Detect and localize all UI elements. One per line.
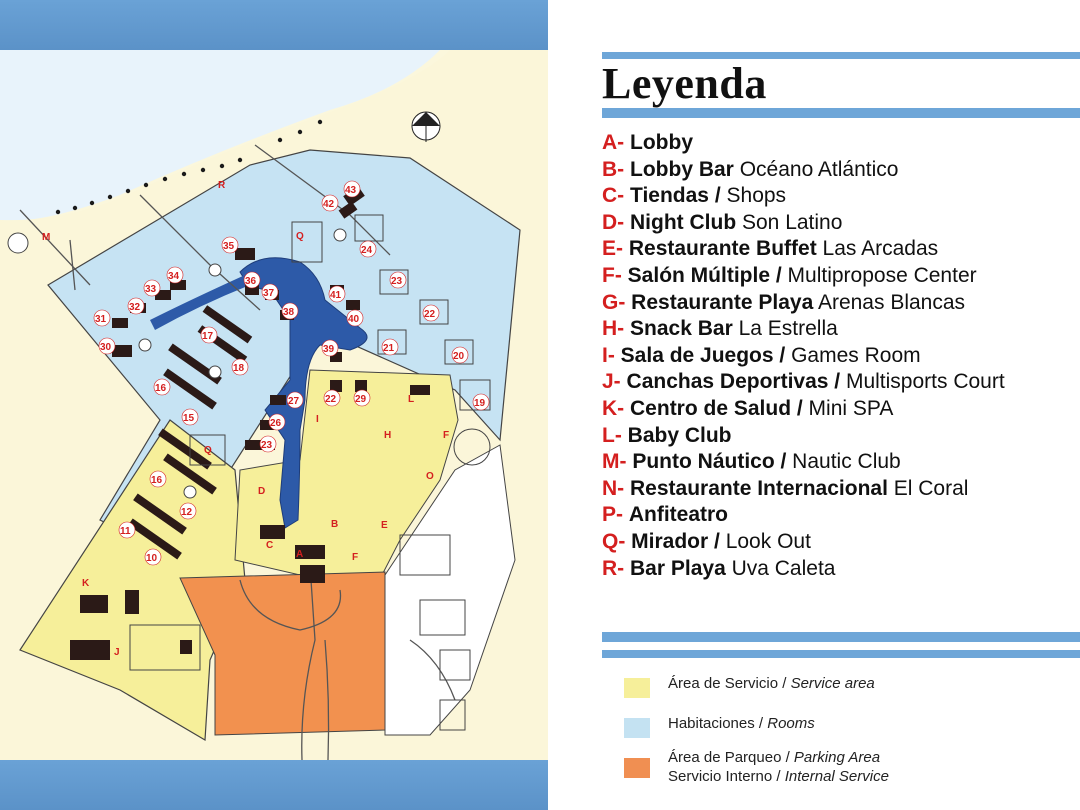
- map-label-k: K: [82, 578, 90, 589]
- legend-item-detail: La Estrella: [732, 317, 838, 341]
- legend-item-detail: Nautic Club: [786, 450, 901, 474]
- legend-item-letter: G-: [602, 290, 626, 314]
- legend-item: [602, 130, 1080, 157]
- legend-item-detail: Multisports Court: [840, 370, 1005, 394]
- legend-item-detail: Mini SPA: [802, 396, 894, 420]
- map-label-f: F: [352, 552, 359, 563]
- room-label-34: 34: [168, 271, 180, 282]
- legend-item-name: Night Club: [630, 210, 737, 234]
- legend-item: [602, 369, 1080, 396]
- legend-item-name: Mirador /: [631, 529, 720, 553]
- bottom-band: [0, 760, 548, 810]
- legend-item-letter: H-: [602, 317, 625, 341]
- legend-item-name: Canchas Deportivas /: [626, 370, 841, 394]
- legend-item: [602, 316, 1080, 343]
- room-label-20: 20: [453, 351, 465, 362]
- legend-item-name: Restaurante Buffet: [628, 237, 817, 261]
- legend-item-letter: K-: [602, 396, 625, 420]
- legend-item-letter: R-: [602, 556, 625, 580]
- legend-item-letter: A-: [602, 131, 625, 154]
- room-label-10: 10: [146, 553, 158, 564]
- key-rooms-text: Habitaciones / Rooms: [668, 715, 815, 732]
- legend-item: [602, 263, 1080, 290]
- legend-item-detail: Uva Caleta: [725, 556, 836, 580]
- map-label-c: C: [266, 540, 274, 551]
- legend-item-detail: Multipropose Center: [781, 263, 977, 287]
- legend-item-letter: I-: [602, 343, 615, 367]
- legend-item: [602, 449, 1080, 476]
- room-label-38: 38: [283, 307, 295, 318]
- map-label-q: Q: [296, 231, 304, 242]
- room-label-41: 41: [330, 290, 342, 301]
- map-label-d: D: [258, 486, 266, 497]
- swatch-rooms: [624, 718, 650, 738]
- room-label-16: 16: [155, 383, 167, 394]
- map-label-e: E: [381, 520, 388, 531]
- room-label-42: 42: [323, 199, 335, 210]
- top-band: [0, 0, 548, 50]
- legend-panel: [548, 0, 1080, 810]
- legend-item: [602, 556, 1080, 583]
- map-label-f-2: F: [443, 430, 450, 441]
- room-label-15: 15: [183, 413, 195, 424]
- map-label-j: J: [114, 647, 120, 658]
- room-label-40: 40: [348, 314, 360, 325]
- legend-item-detail: Games Room: [785, 343, 921, 367]
- legend-item-name: Restaurante Internacional: [630, 476, 888, 500]
- room-label-11: 11: [120, 526, 131, 537]
- legend-item-name: Bar Playa: [630, 556, 726, 580]
- map-label-a: A: [296, 549, 304, 560]
- legend-item: [602, 157, 1080, 184]
- legend-item-name: Sala de Juegos /: [620, 343, 786, 367]
- key-service-text: Área de Servicio / Service area: [668, 675, 875, 692]
- map-label-l: L: [408, 394, 415, 405]
- map-label-i: I: [316, 414, 319, 425]
- legend-item-letter: D-: [602, 210, 625, 234]
- room-label-32: 32: [129, 302, 141, 313]
- room-label-17: 17: [202, 331, 214, 342]
- legend-item-detail: Shops: [720, 184, 787, 208]
- legend-item-letter: L-: [602, 423, 622, 447]
- legend-item-letter: E-: [602, 237, 623, 261]
- map-label-r: R: [218, 180, 226, 191]
- legend-item: [602, 529, 1080, 556]
- room-label-31: 31: [95, 314, 107, 325]
- room-label-22-b: 22: [325, 394, 337, 405]
- legend-item: [602, 343, 1080, 370]
- key-parking-text: Área de Parqueo / Parking Area Servicio Interno / Internal Service: [668, 749, 889, 785]
- legend-item-letter: M-: [602, 450, 627, 474]
- legend-item: [602, 502, 1080, 529]
- legend-item-name: Punto Náutico /: [632, 450, 787, 474]
- room-label-24: 24: [361, 245, 373, 256]
- legend-item-letter: C-: [602, 184, 625, 208]
- legend-title-rule: [602, 108, 1080, 118]
- map-label-h: H: [384, 430, 392, 441]
- legend-item: [602, 476, 1080, 503]
- legend-item: [602, 210, 1080, 237]
- legend-item-name: Centro de Salud /: [630, 396, 803, 420]
- map-label-o: O: [426, 471, 434, 482]
- legend-item: [602, 423, 1080, 450]
- room-label-33: 33: [145, 284, 157, 295]
- map-label-b: B: [331, 519, 339, 530]
- legend-item-detail: Son Latino: [736, 210, 843, 234]
- room-label-12: 12: [181, 507, 193, 518]
- legend-list: [602, 130, 1080, 582]
- room-label-19: 19: [474, 398, 486, 409]
- room-label-21: 21: [383, 343, 395, 354]
- room-label-26: 26: [270, 418, 282, 429]
- room-label-29: 29: [355, 394, 367, 405]
- legend-item: [602, 290, 1080, 317]
- swatch-service: [624, 678, 650, 698]
- legend-item-letter: J-: [602, 370, 621, 394]
- legend-item-detail: Look Out: [719, 529, 811, 553]
- legend-item-name: Lobby Bar: [630, 157, 734, 181]
- legend-item-name: Anfiteatro: [628, 503, 729, 527]
- legend-item-letter: N-: [602, 476, 625, 500]
- room-label-22: 22: [424, 309, 436, 320]
- map-label-m: M: [42, 232, 51, 243]
- room-label-35: 35: [223, 241, 235, 252]
- legend-item-name: Snack Bar: [630, 317, 733, 341]
- legend-item-detail: Océano Atlántico: [733, 157, 899, 181]
- legend-title: Leyenda: [602, 59, 767, 108]
- legend-item-letter: P-: [602, 503, 623, 527]
- legend-item-name: Tiendas /: [630, 184, 721, 208]
- legend-item: [602, 183, 1080, 210]
- map-label-q-2: Q: [204, 445, 212, 456]
- legend-item-detail: El Coral: [887, 476, 969, 500]
- room-label-23: 23: [391, 276, 403, 287]
- legend-item-letter: B-: [602, 157, 625, 181]
- legend-item-letter: F-: [602, 263, 622, 287]
- room-label-36: 36: [245, 276, 257, 287]
- room-label-27: 27: [288, 396, 300, 407]
- legend-item-detail: Arenas Blancas: [813, 290, 966, 314]
- room-label-23-b: 23: [261, 440, 273, 451]
- room-label-16-b: 16: [151, 475, 163, 486]
- room-label-18: 18: [233, 363, 245, 374]
- legend-item-name: Lobby: [630, 131, 694, 154]
- legend-item-name: Baby Club: [627, 423, 732, 447]
- room-label-37: 37: [263, 288, 275, 299]
- legend-item-name: Salón Múltiple /: [627, 263, 782, 287]
- legend-item-detail: Las Arcadas: [816, 237, 939, 261]
- room-label-39: 39: [323, 344, 335, 355]
- swatch-parking: [624, 758, 650, 778]
- legend-bottom-rule-1: [602, 632, 1080, 642]
- legend-item: [602, 396, 1080, 423]
- legend-bottom-rule-2: [602, 650, 1080, 658]
- legend-item-letter: Q-: [602, 529, 626, 553]
- legend-item: [602, 236, 1080, 263]
- legend-item-name: Restaurante Playa: [631, 290, 814, 314]
- room-label-43: 43: [345, 185, 357, 196]
- room-label-30: 30: [100, 342, 112, 353]
